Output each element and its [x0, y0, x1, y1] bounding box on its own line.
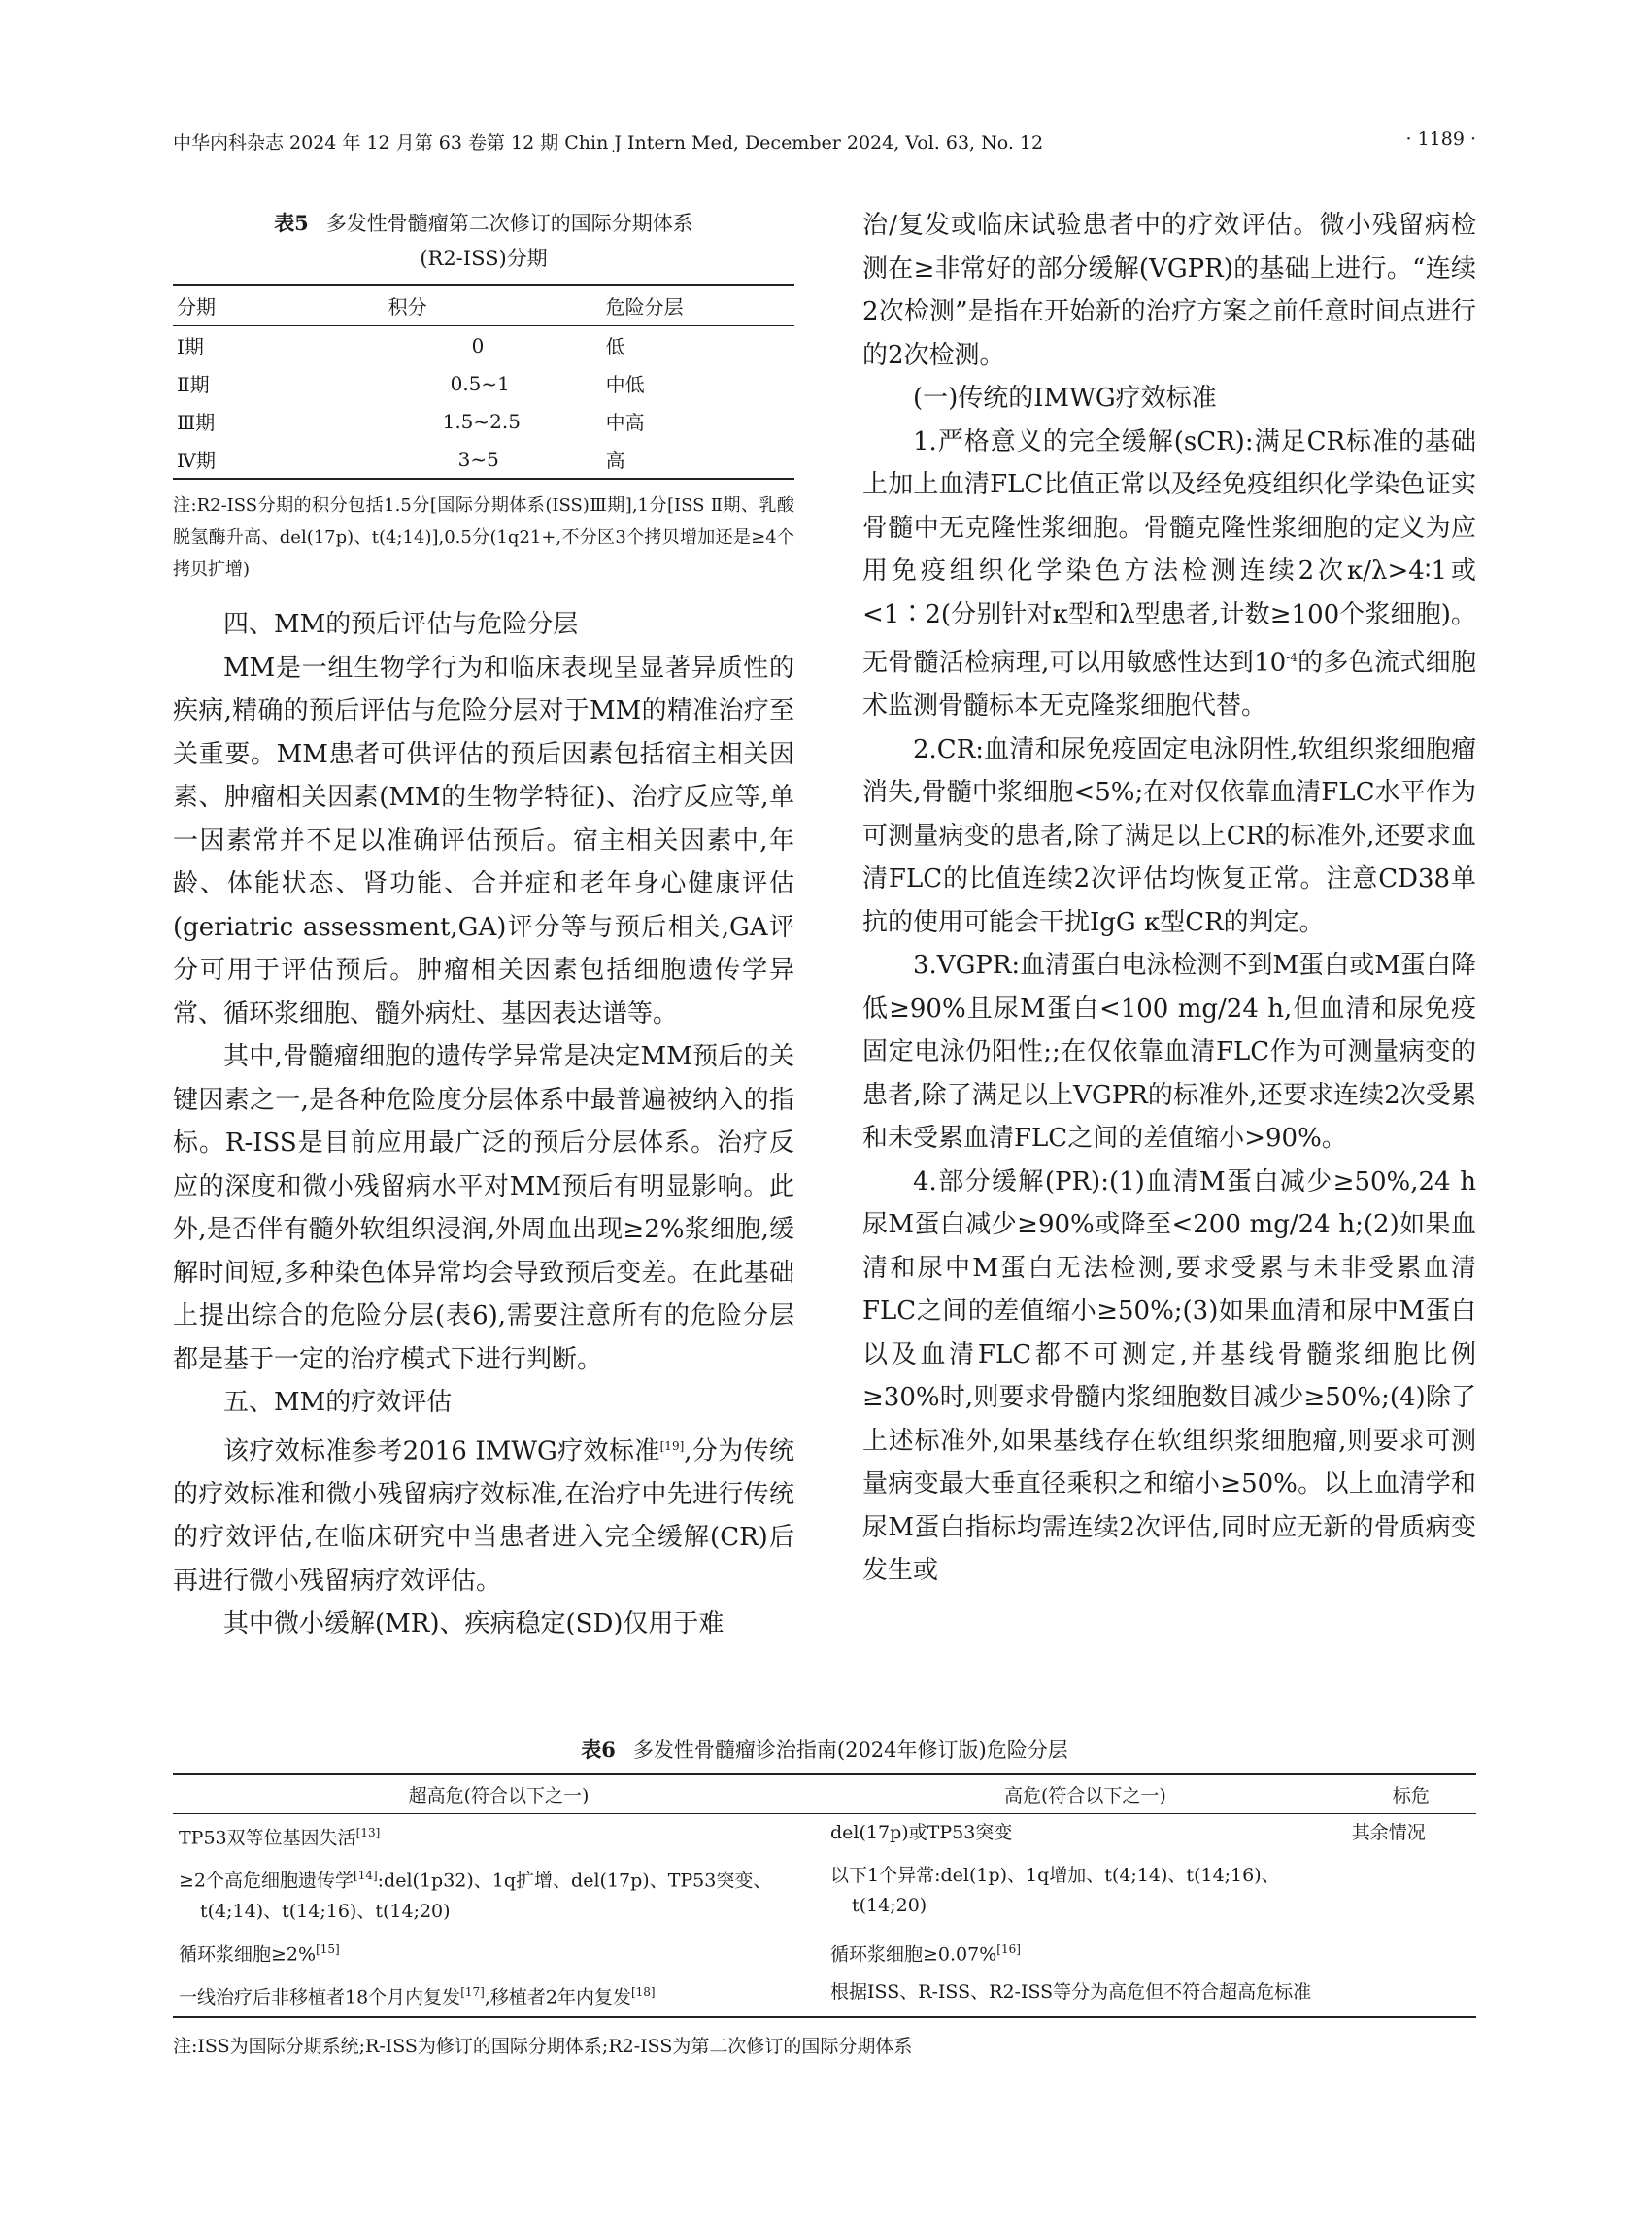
citation: [17]	[460, 1984, 485, 1999]
table-cell	[825, 1857, 1346, 1930]
table-cell	[825, 1973, 1346, 2017]
table6-caption	[173, 1733, 1476, 1768]
table-cell-text: 一线治疗后非移植者18个月内复发	[179, 1986, 461, 2008]
table-cell-text: 以下1个异常:del(1p)、1q增加、t(4;14)、t(14;16)、t(14;20)	[830, 1865, 1280, 1917]
table-cell	[825, 1931, 1346, 1973]
table5-header: 分期	[173, 285, 385, 326]
table-cell: 中低	[605, 373, 645, 396]
journal-info: 中华内科杂志 2024 年 12 月第 63 卷第 12 期 Chin J Intern Med, December 2024, Vol. 63, No. 12	[173, 132, 1044, 153]
left-column	[173, 206, 794, 1646]
table6	[173, 1733, 1476, 2058]
paragraph-text: ,分为传统的疗效标准和微小残留病疗效标准,在治疗中先进行传统的疗效评估,在临床研究中当患者进入完全缓解(CR)后再进行微小残留病疗效评估。	[173, 1436, 795, 1596]
citation: [18]	[630, 1984, 656, 1999]
table-cell	[173, 1973, 825, 2017]
right-column	[862, 204, 1476, 1593]
table-cell: 中高	[605, 411, 645, 434]
table5-header: 危险分层	[602, 285, 794, 326]
citation: [19]	[659, 1438, 685, 1453]
table6-title: 多发性骨髓瘤诊治指南(2024年修订版)危险分层	[632, 1738, 1068, 1762]
table5-title-line2: (R2-ISS)分期	[420, 247, 548, 270]
citation: [14]	[354, 1869, 378, 1883]
table-cell	[1346, 1931, 1476, 1973]
table-cell: 0	[471, 333, 485, 357]
table6-header: 高危(符合以下之一)	[825, 1774, 1346, 1814]
table5-grid	[173, 284, 794, 480]
table-cell: 3~5	[385, 440, 602, 479]
table-row	[173, 1931, 1476, 1973]
table-cell: 低	[605, 335, 625, 358]
paragraph: 其中,骨髓瘤细胞的遗传学异常是决定MM预后的关键因素之一,是各种危险度分层体系中最普遍被纳入的指标。R-ISS是目前应用最广泛的预后分层体系。治疗反应的深度和微小残留病水平对MM预后有明显影响。此外,是否伴有髓外软组织浸润,外周血出现≥2%浆细胞,缓解时间短,多种染色体异常均会导致预后变差。在此基础上提出综合的危险分层(表6),需要注意所有的危险分层都是基于一定的治疗模式下进行判断。	[173, 1042, 794, 1374]
table-cell-text: ≥2个高危细胞遗传学	[179, 1870, 354, 1892]
table5-header: 积分	[385, 285, 602, 326]
subsection-heading: (一)传统的IMWG疗效标准	[913, 384, 1217, 413]
table5-label: 表5	[274, 211, 309, 235]
table-cell: 1.5~2.5	[442, 409, 521, 433]
table-cell	[1346, 1973, 1476, 2017]
table-cell: 0.5~1	[450, 371, 510, 395]
running-header	[173, 128, 1476, 167]
table-cell	[1346, 1857, 1476, 1930]
paragraph	[173, 1425, 794, 1603]
table6-label: 表6	[581, 1737, 616, 1762]
table5	[173, 206, 794, 586]
table5-caption	[173, 206, 794, 241]
paragraph: 4.部分缓解(PR):(1)血清M蛋白减少≥50%,24 h尿M蛋白减少≥90%或降至<200 mg/24 h;(2)如果血清和尿中M蛋白无法检测,要求受累与未非受累血清FLC之间的差值缩小≥50%;(3)如果血清和尿中M蛋白以及血清FLC都不可测定,并基线骨髓浆细胞比例≥30%时,则要求骨髓内浆细胞数目减少≥50%;(4)除了上述标准外,如果基线存在软组织浆细胞瘤,则要求可测量病变最大垂直径乘积之和缩小≥50%。以上血清学和尿M蛋白指标均需连续2次评估,同时应无新的骨质病变发生或	[862, 1166, 1476, 1586]
table-cell	[173, 1857, 825, 1930]
table-cell: 高	[602, 440, 794, 479]
table-row	[173, 402, 794, 440]
table-cell-text: TP53双等位基因失活	[179, 1827, 356, 1849]
citation: [13]	[355, 1826, 381, 1839]
table-row	[173, 326, 794, 365]
table-cell: Ⅱ期	[177, 373, 210, 396]
table-cell-block	[179, 1861, 819, 1926]
table-cell	[825, 1814, 1346, 1858]
table-cell: Ⅳ期	[173, 440, 385, 479]
table-row	[173, 1857, 1476, 1930]
table-cell-text: 根据ISS、R-ISS、R2-ISS等分为高危但不符合超高危标准	[830, 1980, 1312, 2003]
table6-header-row	[173, 1774, 1476, 1814]
paragraph-text: 该疗效标准参考2016 IMWG疗效标准	[223, 1436, 660, 1466]
table5-header-row	[173, 285, 794, 326]
table5-title: 多发性骨髓瘤第二次修订的国际分期体系	[325, 212, 693, 235]
table-row	[173, 364, 794, 402]
paragraph	[862, 421, 1476, 728]
paragraph: 2.CR:血清和尿免疫固定电泳阴性,软组织浆细胞瘤消失,骨髓中浆细胞<5%;在对仅依靠血清FLC水平作为可测量病变的患者,除了满足以上CR的标准外,还要求血清FLC的比值连续2次评估均恢复正常。注意CD38单抗的使用可能会干扰IgG κ型CR的判定。	[862, 734, 1476, 937]
table-cell-text: del(17p)或TP53突变	[830, 1822, 1013, 1843]
paragraph: MM是一组生物学行为和临床表现呈显著异质性的疾病,精确的预后评估与危险分层对于MM的精准治疗至关重要。MM患者可供评估的预后因素包括宿主相关因素、肿瘤相关因素(MM的生物学特征)、治疗反应等,单一因素常并不足以准确评估预后。宿主相关因素中,年龄、体能状态、肾功能、合并症和老年身心健康评估(geriatric assessment,GA)评分等与预后相关,GA评分可用于评估预后。肿瘤相关因素包括细胞遗传学异常、循环浆细胞、髓外病灶、基因表达谱等。	[173, 653, 794, 1028]
citation: [15]	[316, 1941, 340, 1956]
table-cell: 其余情况	[1351, 1822, 1426, 1843]
section-heading: 五、MM的疗效评估	[223, 1388, 453, 1417]
table-cell	[173, 1814, 825, 1858]
table-row	[173, 440, 794, 479]
paragraph: 治/复发或临床试验患者中的疗效评估。微小残留病检测在≥非常好的部分缓解(VGPR)的基础上进行。“连续2次检测”是指在开始新的治疗方案之前任意时间点进行的2次检测。	[862, 211, 1476, 370]
table-row	[173, 1814, 1476, 1858]
paragraph-text: 的多色流式细胞术监测骨髓标本无克隆浆细胞代替。	[862, 648, 1476, 722]
table6-note: 注:ISS为国际分期系统;R-ISS为修订的国际分期体系;R2-ISS为第二次修订的国际分期体系	[173, 2036, 913, 2058]
table-cell-text: :del(1p32)、1q扩增、del(17p)、TP53突变、t(4;14)、t(14;16)、t(14;20)	[200, 1870, 772, 1922]
table6-header: 超高危(符合以下之一)	[173, 1774, 825, 1814]
table-cell: Ⅰ期	[177, 335, 204, 358]
table6-grid	[173, 1773, 1476, 2018]
section-heading: 四、MM的预后评估与危险分层	[223, 610, 579, 639]
table-cell: Ⅲ期	[177, 411, 216, 434]
table5-note: 注:R2-ISS分期的积分包括1.5分[国际分期体系(ISS)Ⅲ期],1分[ISS Ⅱ期、乳酸脱氢酶升高、del(17p)、t(4;14)],0.5分(1q21+,不分区3个拷贝增加还是≥4个拷贝扩增)	[173, 495, 794, 580]
table-row	[173, 1973, 1476, 2017]
page-number: · 1189 ·	[1405, 128, 1476, 150]
table6-header: 标危	[1346, 1774, 1476, 1814]
table-cell-text: 循环浆细胞≥0.07%	[830, 1942, 997, 1965]
paragraph: 其中微小缓解(MR)、疾病稳定(SD)仅用于难	[223, 1609, 725, 1639]
table-cell-text: ,移植者2年内复发	[484, 1986, 631, 2008]
table-cell	[173, 1931, 825, 1973]
paragraph: 3.VGPR:血清蛋白电泳检测不到M蛋白或M蛋白降低≥90%且尿M蛋白<100 mg/24 h,但血清和尿免疫固定电泳仍阳性;;在仅依靠血清FLC作为可测量病变的患者,除了满足以上VGPR的标准外,还要求连续2次受累和未受累血清FLC之间的差值缩小>90%。	[862, 951, 1476, 1154]
citation: [16]	[996, 1941, 1021, 1956]
paragraph-text: 1.严格意义的完全缓解(sCR):满足CR标准的基础上加上血清FLC比值正常以及经免疫组织化学染色证实骨髓中无克隆性浆细胞。骨髓克隆性浆细胞的定义为应用免疫组织化学染色方法检测连续2次κ/λ>4∶1或<1∶2(分别针对κ型和λ型患者,计数≥100个浆细胞)。无骨髓活检病理,可以用敏感性达到10	[862, 426, 1476, 678]
table-cell-text: 循环浆细胞≥2%	[179, 1942, 317, 1965]
superscript: -4	[1286, 651, 1298, 664]
